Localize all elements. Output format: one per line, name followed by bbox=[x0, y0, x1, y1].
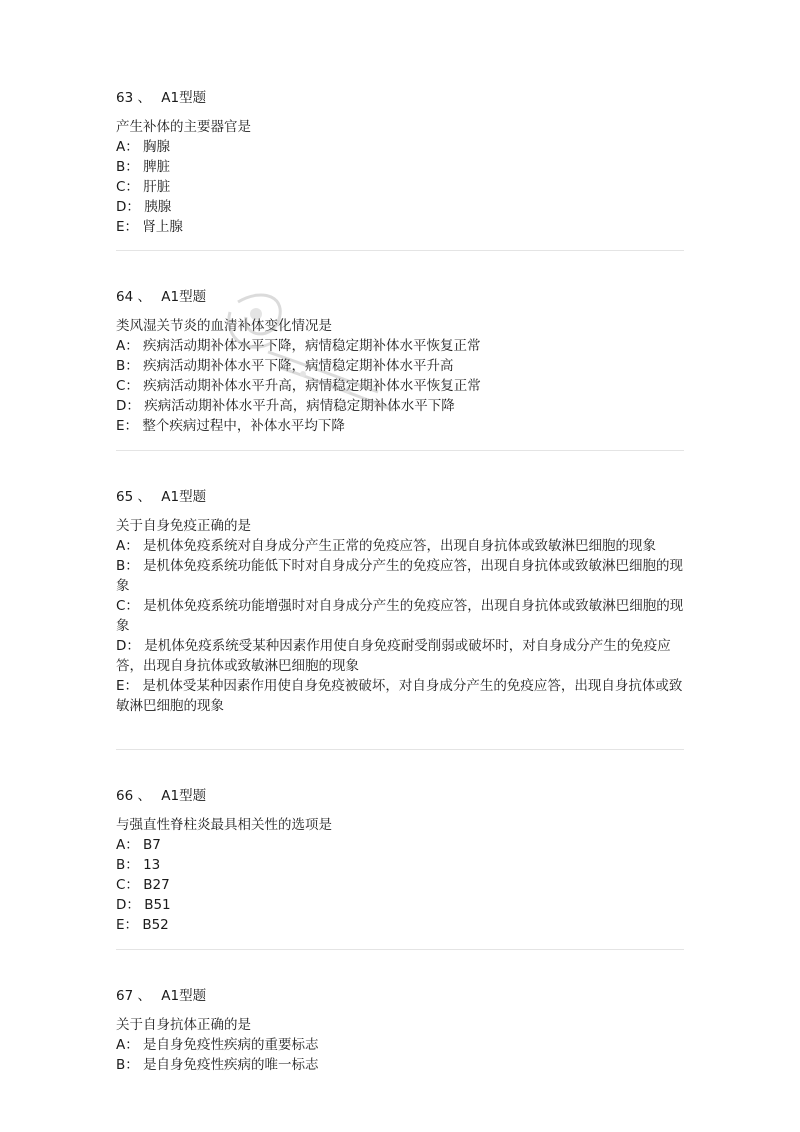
option-text: 胰腺 bbox=[144, 199, 172, 215]
option-text: 13 bbox=[143, 857, 161, 873]
option-e bbox=[116, 915, 688, 935]
option-text: 胸腺 bbox=[143, 139, 171, 155]
question-divider bbox=[116, 949, 684, 950]
question-63 bbox=[116, 88, 688, 237]
question-separator: 、 bbox=[137, 788, 151, 804]
option-text: 脾脏 bbox=[143, 159, 171, 175]
question-separator: 、 bbox=[137, 489, 151, 505]
option-text: B7 bbox=[143, 837, 161, 853]
question-type: A1型题 bbox=[161, 289, 207, 305]
option-letter: A： bbox=[116, 1037, 139, 1053]
option-text: 是自身免疫性疾病的唯一标志 bbox=[143, 1057, 319, 1073]
option-a bbox=[116, 336, 688, 356]
question-stem: 关于自身免疫正确的是 bbox=[116, 518, 251, 534]
option-c bbox=[116, 875, 688, 895]
question-separator: 、 bbox=[137, 988, 151, 1004]
option-d bbox=[116, 636, 688, 676]
question-header bbox=[116, 287, 688, 307]
question-divider bbox=[116, 749, 684, 750]
option-a bbox=[116, 137, 688, 157]
option-text: 是机体受某种因素作用使自身免疫被破坏，对自身成分产生的免疫应答，出现自身抗体或致敏淋巴细胞的现象 bbox=[116, 678, 683, 714]
option-letter: D： bbox=[116, 398, 140, 414]
option-text: 疾病活动期补体水平下降，病情稳定期补体水平恢复正常 bbox=[143, 338, 481, 354]
question-divider bbox=[116, 450, 684, 451]
option-letter: E： bbox=[116, 418, 139, 434]
option-e bbox=[116, 676, 688, 716]
option-d bbox=[116, 197, 688, 217]
option-letter: E： bbox=[116, 219, 139, 235]
option-text: 是机体免疫系统对自身成分产生正常的免疫应答，出现自身抗体或致敏淋巴细胞的现象 bbox=[143, 538, 657, 554]
question-64 bbox=[116, 287, 688, 436]
question-stem: 与强直性脊柱炎最具相关性的选项是 bbox=[116, 817, 332, 833]
question-66 bbox=[116, 786, 688, 935]
question-header bbox=[116, 487, 688, 507]
question-separator: 、 bbox=[137, 90, 151, 106]
question-number: 64 bbox=[116, 289, 134, 305]
question-stem: 关于自身抗体正确的是 bbox=[116, 1017, 251, 1033]
option-text: 是机体免疫系统受某种因素作用使自身免疫耐受削弱或破坏时，对自身成分产生的免疫应答，出现自身抗体或致敏淋巴细胞的现象 bbox=[116, 638, 671, 674]
question-divider bbox=[116, 250, 684, 251]
option-c bbox=[116, 376, 688, 396]
option-text: 疾病活动期补体水平下降，病情稳定期补体水平升高 bbox=[143, 358, 454, 374]
option-letter: B： bbox=[116, 1057, 139, 1073]
option-text: 是机体免疫系统功能低下时对自身成分产生的免疫应答，出现自身抗体或致敏淋巴细胞的现象 bbox=[116, 558, 684, 594]
question-number: 66 bbox=[116, 788, 134, 804]
question-type: A1型题 bbox=[161, 489, 207, 505]
option-letter: A： bbox=[116, 338, 139, 354]
option-letter: A： bbox=[116, 139, 139, 155]
question-type: A1型题 bbox=[161, 788, 207, 804]
option-letter: A： bbox=[116, 538, 139, 554]
question-number: 65 bbox=[116, 489, 134, 505]
question-65 bbox=[116, 487, 688, 716]
option-letter: C： bbox=[116, 179, 139, 195]
option-a bbox=[116, 536, 688, 556]
question-header bbox=[116, 986, 688, 1006]
option-text: B51 bbox=[144, 897, 171, 913]
option-letter: E： bbox=[116, 678, 139, 694]
option-letter: D： bbox=[116, 897, 140, 913]
question-67 bbox=[116, 986, 688, 1075]
option-c bbox=[116, 177, 688, 197]
option-text: 整个疾病过程中，补体水平均下降 bbox=[142, 418, 345, 434]
option-letter: D： bbox=[116, 199, 140, 215]
option-b bbox=[116, 1055, 688, 1075]
option-text: B52 bbox=[142, 917, 169, 933]
option-text: 疾病活动期补体水平升高，病情稳定期补体水平恢复正常 bbox=[143, 378, 481, 394]
question-number: 67 bbox=[116, 988, 134, 1004]
option-letter: B： bbox=[116, 857, 139, 873]
option-text: 是自身免疫性疾病的重要标志 bbox=[143, 1037, 319, 1053]
option-letter: B： bbox=[116, 358, 139, 374]
option-b bbox=[116, 356, 688, 376]
option-text: 肝脏 bbox=[143, 179, 171, 195]
option-e bbox=[116, 217, 688, 237]
option-letter: A： bbox=[116, 837, 139, 853]
question-header bbox=[116, 786, 688, 806]
question-stem: 产生补体的主要器官是 bbox=[116, 119, 251, 135]
option-d bbox=[116, 895, 688, 915]
option-text: 是机体免疫系统功能增强时对自身成分产生的免疫应答，出现自身抗体或致敏淋巴细胞的现象 bbox=[116, 598, 684, 634]
option-letter: C： bbox=[116, 598, 139, 614]
option-d bbox=[116, 396, 688, 416]
option-b bbox=[116, 556, 688, 596]
option-letter: D： bbox=[116, 638, 140, 654]
option-e bbox=[116, 416, 688, 436]
option-text: 疾病活动期补体水平升高，病情稳定期补体水平下降 bbox=[144, 398, 455, 414]
question-header bbox=[116, 88, 688, 108]
option-a bbox=[116, 835, 688, 855]
option-letter: C： bbox=[116, 378, 139, 394]
question-stem: 类风湿关节炎的血清补体变化情况是 bbox=[116, 318, 332, 334]
option-c bbox=[116, 596, 688, 636]
question-type: A1型题 bbox=[161, 90, 207, 106]
question-number: 63 bbox=[116, 90, 134, 106]
option-b bbox=[116, 157, 688, 177]
question-type: A1型题 bbox=[161, 988, 207, 1004]
option-letter: E： bbox=[116, 917, 139, 933]
option-a bbox=[116, 1035, 688, 1055]
option-letter: C： bbox=[116, 877, 139, 893]
option-letter: B： bbox=[116, 558, 139, 574]
option-text: B27 bbox=[143, 877, 170, 893]
option-b bbox=[116, 855, 688, 875]
option-text: 肾上腺 bbox=[142, 219, 183, 235]
question-separator: 、 bbox=[137, 289, 151, 305]
option-letter: B： bbox=[116, 159, 139, 175]
